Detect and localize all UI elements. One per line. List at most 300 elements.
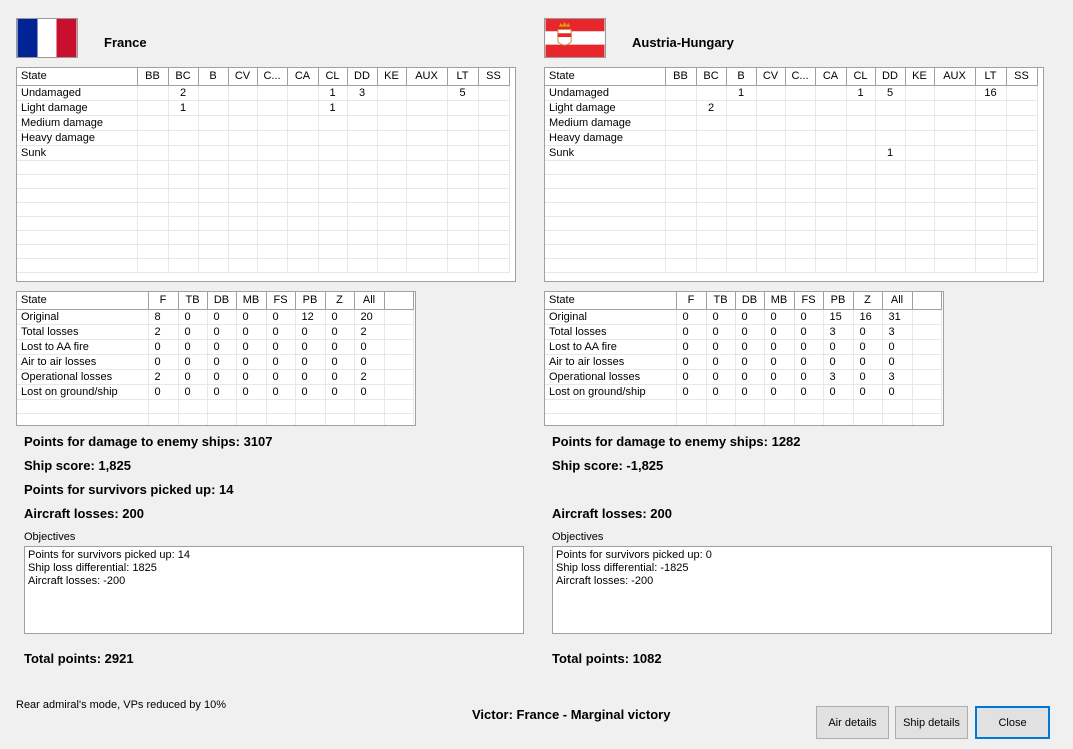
table-cell [228, 115, 257, 130]
table-cell [287, 160, 318, 174]
table-cell: 15 [823, 309, 853, 324]
table-row[interactable] [17, 244, 509, 258]
table-cell [1006, 85, 1037, 100]
table-cell [934, 258, 975, 272]
table-cell [318, 174, 347, 188]
column-header[interactable]: SS [1006, 68, 1037, 85]
table-cell: 0 [266, 309, 295, 324]
table-cell: 0 [676, 369, 706, 384]
ship-status-table[interactable] [16, 67, 516, 282]
column-header[interactable]: Z [853, 292, 882, 309]
table-row[interactable] [545, 339, 941, 354]
table-row[interactable] [17, 258, 509, 272]
points-survivors-text: Points for survivors picked up: 14 [24, 482, 234, 497]
table-cell: 0 [853, 384, 882, 399]
column-header[interactable]: CV [756, 68, 785, 85]
objectives-list[interactable] [24, 546, 524, 634]
table-row[interactable] [17, 174, 509, 188]
column-header[interactable]: All [354, 292, 384, 309]
table-row[interactable] [17, 413, 413, 426]
row-label: Total losses [17, 324, 148, 339]
table-cell: 0 [148, 339, 178, 354]
table-cell [384, 384, 413, 399]
column-header[interactable]: KE [377, 68, 406, 85]
table-cell [1006, 258, 1037, 272]
table-cell [354, 413, 384, 426]
points-damage-text: Points for damage to enemy ships: 3107 [24, 434, 273, 449]
table-cell [447, 188, 478, 202]
column-header[interactable]: All [882, 292, 912, 309]
table-cell [198, 202, 228, 216]
close-button[interactable]: Close [975, 706, 1050, 739]
table-row[interactable] [545, 145, 1037, 160]
table-cell [377, 216, 406, 230]
table-cell [377, 85, 406, 100]
table-cell [377, 115, 406, 130]
objective-line: Aircraft losses: -200 [28, 575, 126, 587]
table-cell [377, 188, 406, 202]
table-cell [478, 160, 509, 174]
table-row[interactable] [17, 115, 509, 130]
table-row[interactable] [545, 216, 1037, 230]
table-cell [287, 130, 318, 145]
table-cell [137, 115, 168, 130]
column-header[interactable]: AUX [406, 68, 447, 85]
table-cell [875, 174, 905, 188]
table-row[interactable] [545, 202, 1037, 216]
row-label [17, 174, 137, 188]
column-header[interactable]: DB [735, 292, 764, 309]
column-header[interactable]: FS [794, 292, 823, 309]
table-cell [665, 230, 696, 244]
table-cell: 0 [325, 384, 354, 399]
column-header[interactable]: LT [975, 68, 1006, 85]
table-cell [137, 244, 168, 258]
aircraft-losses-text: Aircraft losses: 200 [24, 506, 144, 521]
table-cell [406, 160, 447, 174]
table-cell: 0 [676, 339, 706, 354]
table-cell [875, 258, 905, 272]
table-cell: 1 [726, 85, 756, 100]
table-row[interactable] [545, 384, 941, 399]
aircraft-status-table[interactable] [16, 291, 416, 426]
column-header[interactable]: CL [318, 68, 347, 85]
column-header[interactable]: State [545, 68, 665, 85]
table-row[interactable] [545, 258, 1037, 272]
table-cell [665, 202, 696, 216]
table-cell [665, 174, 696, 188]
table-row[interactable] [17, 369, 413, 384]
column-header[interactable]: CA [815, 68, 846, 85]
table-cell [295, 399, 325, 413]
table-cell: 0 [148, 354, 178, 369]
table-cell [257, 100, 287, 115]
table-cell: 0 [794, 384, 823, 399]
table-cell [478, 258, 509, 272]
column-header[interactable]: MB [236, 292, 266, 309]
table-row[interactable] [545, 160, 1037, 174]
table-row[interactable] [545, 100, 1037, 115]
table-cell [696, 130, 726, 145]
table-row[interactable] [545, 174, 1037, 188]
table-cell [478, 230, 509, 244]
table-cell [912, 339, 941, 354]
table-cell [846, 174, 875, 188]
table-cell [934, 130, 975, 145]
table-cell [676, 399, 706, 413]
table-cell: 16 [975, 85, 1006, 100]
row-label: Medium damage [17, 115, 137, 130]
table-cell [785, 188, 815, 202]
table-cell [726, 202, 756, 216]
table-cell [287, 258, 318, 272]
table-cell [318, 216, 347, 230]
table-cell [287, 115, 318, 130]
table-cell: 2 [168, 85, 198, 100]
table-cell [785, 100, 815, 115]
table-cell [875, 230, 905, 244]
table-cell [696, 258, 726, 272]
column-header[interactable]: B [198, 68, 228, 85]
table-cell [846, 188, 875, 202]
table-cell [198, 216, 228, 230]
table-cell [318, 145, 347, 160]
table-cell [975, 258, 1006, 272]
table-cell [875, 160, 905, 174]
table-cell: 0 [823, 339, 853, 354]
column-header[interactable] [384, 292, 413, 309]
table-cell: 1 [846, 85, 875, 100]
table-cell [318, 258, 347, 272]
table-cell [934, 174, 975, 188]
table-cell [257, 174, 287, 188]
table-cell [406, 244, 447, 258]
table-cell: 0 [236, 339, 266, 354]
table-row[interactable] [17, 384, 413, 399]
table-cell [785, 216, 815, 230]
table-row[interactable] [17, 216, 509, 230]
row-label [17, 160, 137, 174]
table-cell [447, 216, 478, 230]
table-cell [726, 216, 756, 230]
column-header[interactable] [912, 292, 941, 309]
table-cell [905, 258, 934, 272]
table-cell [228, 202, 257, 216]
table-cell [696, 85, 726, 100]
table-cell [726, 100, 756, 115]
table-cell [228, 244, 257, 258]
table-row[interactable] [545, 413, 941, 426]
row-label [545, 160, 665, 174]
row-label: Heavy damage [545, 130, 665, 145]
column-header[interactable]: LT [447, 68, 478, 85]
table-cell [168, 145, 198, 160]
table-row[interactable] [17, 145, 509, 160]
table-cell [975, 244, 1006, 258]
table-cell: 0 [236, 369, 266, 384]
table-cell [1006, 100, 1037, 115]
row-label [17, 399, 148, 413]
table-cell [905, 130, 934, 145]
column-header[interactable]: BB [137, 68, 168, 85]
table-cell: 0 [853, 339, 882, 354]
table-cell [764, 413, 794, 426]
table-cell: 0 [236, 324, 266, 339]
air-details-button[interactable]: Air details [816, 706, 889, 739]
table-cell [875, 244, 905, 258]
column-header[interactable]: CV [228, 68, 257, 85]
table-cell [228, 230, 257, 244]
table-cell [228, 130, 257, 145]
table-cell [912, 384, 941, 399]
table-cell [756, 202, 785, 216]
table-cell [447, 174, 478, 188]
table-cell [975, 230, 1006, 244]
table-row[interactable] [17, 230, 509, 244]
table-cell: 5 [447, 85, 478, 100]
row-label [545, 230, 665, 244]
table-cell [756, 160, 785, 174]
table-cell [347, 160, 377, 174]
column-header[interactable]: F [676, 292, 706, 309]
table-cell [384, 399, 413, 413]
table-cell: 3 [823, 324, 853, 339]
table-cell [447, 202, 478, 216]
column-header[interactable]: BC [696, 68, 726, 85]
column-header[interactable]: TB [178, 292, 207, 309]
objectives-list[interactable] [552, 546, 1052, 634]
table-cell [785, 174, 815, 188]
column-header[interactable]: TB [706, 292, 735, 309]
column-header[interactable]: KE [905, 68, 934, 85]
table-cell: 0 [676, 354, 706, 369]
table-row[interactable] [17, 339, 413, 354]
table-row[interactable] [17, 85, 509, 100]
table-cell: 0 [266, 369, 295, 384]
table-cell [318, 202, 347, 216]
table-row[interactable] [17, 160, 509, 174]
table-cell [934, 188, 975, 202]
points-damage-text: Points for damage to enemy ships: 1282 [552, 434, 801, 449]
table-cell [384, 339, 413, 354]
table-cell [257, 160, 287, 174]
column-header[interactable]: C... [785, 68, 815, 85]
table-cell: 0 [735, 384, 764, 399]
table-cell: 0 [882, 339, 912, 354]
row-label [545, 216, 665, 230]
row-label: Air to air losses [17, 354, 148, 369]
table-cell [756, 258, 785, 272]
table-cell [756, 145, 785, 160]
table-cell [1006, 216, 1037, 230]
table-cell [447, 160, 478, 174]
table-row[interactable] [17, 202, 509, 216]
table-cell: 3 [823, 369, 853, 384]
table-cell [905, 85, 934, 100]
table-cell [478, 115, 509, 130]
table-cell [228, 85, 257, 100]
table-cell [137, 100, 168, 115]
table-row[interactable] [545, 115, 1037, 130]
table-cell [478, 216, 509, 230]
table-cell: 0 [882, 354, 912, 369]
table-cell [815, 188, 846, 202]
table-cell [905, 244, 934, 258]
table-cell [287, 202, 318, 216]
column-header[interactable]: C... [257, 68, 287, 85]
table-row[interactable] [545, 188, 1037, 202]
table-cell [406, 85, 447, 100]
row-label: Original [17, 309, 148, 324]
column-header[interactable]: CL [846, 68, 875, 85]
column-header[interactable]: State [17, 68, 137, 85]
table-cell [257, 244, 287, 258]
column-header[interactable]: State [545, 292, 676, 309]
table-cell: 0 [853, 324, 882, 339]
table-row[interactable] [545, 230, 1037, 244]
aircraft-status-table[interactable] [544, 291, 944, 426]
table-cell [735, 399, 764, 413]
column-header[interactable]: State [17, 292, 148, 309]
table-cell [228, 145, 257, 160]
objectives-label: Objectives [24, 531, 76, 543]
table-cell: 0 [735, 324, 764, 339]
table-row[interactable] [17, 188, 509, 202]
table-cell [665, 85, 696, 100]
table-cell [137, 160, 168, 174]
column-header[interactable]: SS [478, 68, 509, 85]
row-label [545, 188, 665, 202]
table-cell [287, 216, 318, 230]
ship-status-table[interactable] [544, 67, 1044, 282]
table-cell [325, 413, 354, 426]
objective-line: Ship loss differential: 1825 [28, 562, 157, 574]
column-header[interactable]: CA [287, 68, 318, 85]
table-row[interactable] [545, 244, 1037, 258]
column-header[interactable]: AUX [934, 68, 975, 85]
table-cell [137, 130, 168, 145]
table-row[interactable] [545, 85, 1037, 100]
table-cell [198, 188, 228, 202]
table-row[interactable] [17, 324, 413, 339]
table-cell [853, 399, 882, 413]
table-cell: 0 [354, 339, 384, 354]
table-cell: 0 [325, 339, 354, 354]
table-cell [406, 115, 447, 130]
table-cell: 0 [178, 384, 207, 399]
table-row[interactable] [545, 130, 1037, 145]
table-row[interactable] [545, 369, 941, 384]
table-cell [934, 100, 975, 115]
table-cell [875, 202, 905, 216]
table-cell [794, 399, 823, 413]
row-label [545, 174, 665, 188]
objective-line: Ship loss differential: -1825 [556, 562, 689, 574]
table-cell [696, 188, 726, 202]
column-header[interactable]: BB [665, 68, 696, 85]
ship-score-text: Ship score: 1,825 [24, 458, 131, 473]
column-header[interactable]: DD [347, 68, 377, 85]
table-cell [846, 100, 875, 115]
table-cell: 0 [735, 339, 764, 354]
column-header[interactable]: FS [266, 292, 295, 309]
column-header[interactable]: DB [207, 292, 236, 309]
table-cell [137, 188, 168, 202]
table-cell [726, 174, 756, 188]
table-cell [934, 202, 975, 216]
table-cell [478, 145, 509, 160]
table-cell [785, 115, 815, 130]
table-cell: 0 [764, 369, 794, 384]
table-cell: 0 [325, 309, 354, 324]
table-row[interactable] [545, 324, 941, 339]
table-cell [447, 115, 478, 130]
column-header[interactable]: F [148, 292, 178, 309]
table-cell [665, 188, 696, 202]
ship-details-button[interactable]: Ship details [895, 706, 968, 739]
table-cell [823, 399, 853, 413]
table-cell [1006, 145, 1037, 160]
table-cell: 1 [168, 100, 198, 115]
table-cell [318, 115, 347, 130]
table-row[interactable] [17, 399, 413, 413]
table-row[interactable] [545, 309, 941, 324]
table-cell: 1 [318, 100, 347, 115]
table-cell [756, 174, 785, 188]
table-cell [726, 230, 756, 244]
table-cell [178, 413, 207, 426]
table-row[interactable] [17, 354, 413, 369]
table-row[interactable] [17, 309, 413, 324]
row-label: Medium damage [545, 115, 665, 130]
column-header[interactable]: DD [875, 68, 905, 85]
aircraft-losses-text: Aircraft losses: 200 [552, 506, 672, 521]
column-header[interactable]: BC [168, 68, 198, 85]
table-cell: 3 [882, 324, 912, 339]
table-row[interactable] [17, 130, 509, 145]
ship-table-header-row [545, 68, 1037, 85]
table-cell [287, 100, 318, 115]
table-cell: 0 [236, 384, 266, 399]
austria-hungary-flag-icon [544, 18, 606, 58]
table-cell: 0 [295, 324, 325, 339]
table-cell [912, 354, 941, 369]
table-row[interactable] [545, 354, 941, 369]
table-cell [934, 244, 975, 258]
column-header[interactable]: Z [325, 292, 354, 309]
table-cell [377, 130, 406, 145]
table-cell [295, 413, 325, 426]
table-row[interactable] [545, 399, 941, 413]
column-header[interactable]: B [726, 68, 756, 85]
table-row[interactable] [17, 100, 509, 115]
table-cell [198, 174, 228, 188]
row-label [17, 413, 148, 426]
table-cell [1006, 160, 1037, 174]
table-cell [354, 399, 384, 413]
table-cell [905, 230, 934, 244]
column-header[interactable]: PB [295, 292, 325, 309]
table-cell [228, 258, 257, 272]
column-header[interactable]: MB [764, 292, 794, 309]
table-cell [198, 115, 228, 130]
table-cell [168, 258, 198, 272]
table-cell [257, 258, 287, 272]
column-header[interactable]: PB [823, 292, 853, 309]
table-cell: 0 [295, 339, 325, 354]
table-cell [377, 174, 406, 188]
table-cell [975, 160, 1006, 174]
